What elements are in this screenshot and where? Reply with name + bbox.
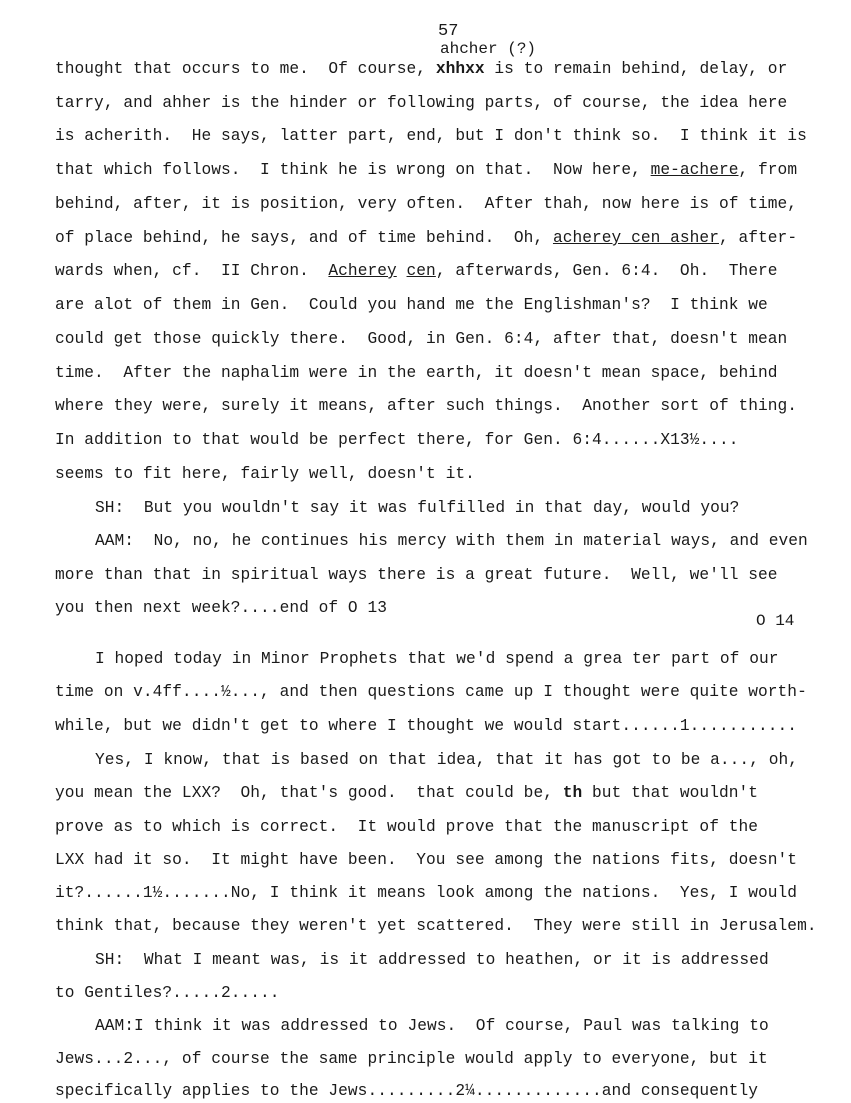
tape-marker: O 14 — [756, 612, 795, 630]
text-line: I hoped today in Minor Prophets that we'd spend a grea ter part of our — [95, 650, 779, 668]
text-line: seems to fit here, fairly well, doesn't it. — [55, 465, 475, 483]
text-line: AAM:I think it was addressed to Jews. Of course, Paul was talking to — [95, 1017, 769, 1035]
text-line: think that, because they weren't yet scattered. They were still in Jerusalem. — [55, 917, 817, 935]
text-line: you then next week?....end of O 13 — [55, 599, 387, 617]
text-line: where they were, surely it means, after such things. Another sort of thing. — [55, 397, 798, 415]
text-line: Yes, I know, that is based on that idea, that it has got to be a..., oh, — [95, 751, 799, 769]
text-line: it?......1½.......No, I think it means look among the nations. Yes, I would — [55, 884, 798, 902]
text-line: time. After the naphalim were in the earth, it doesn't mean space, behind — [55, 364, 778, 382]
text-line: while, but we didn't get to where I thought we would start......1........... — [55, 717, 798, 735]
struck-word: th — [562, 784, 583, 802]
underlined-term: acherey cen asher — [552, 229, 719, 247]
struck-word: xhhxx — [435, 60, 485, 78]
text-line: of place behind, he says, and of time behind. Oh, acherey cen asher, after- — [55, 229, 798, 247]
text-line: are alot of them in Gen. Could you hand me the Englishman's? I think we — [55, 296, 768, 314]
text-line: AAM: No, no, he continues his mercy with them in material ways, and even — [95, 532, 808, 550]
text-line: LXX had it so. It might have been. You see among the nations fits, doesn't — [55, 851, 798, 869]
text-line: SH: But you wouldn't say it was fulfilled in that day, would you? — [95, 499, 740, 517]
text-line: that which follows. I think he is wrong on that. Now here, me-achere, from — [55, 161, 798, 179]
text-line: more than that in spiritual ways there is a great future. Well, we'll see — [55, 566, 778, 584]
text-line: In addition to that would be perfect there, for Gen. 6:4......X13½.... — [55, 431, 739, 449]
text-line: time on v.4ff....½..., and then questions came up I thought were quite worth- — [55, 683, 807, 701]
underlined-term: me-achere — [650, 161, 739, 179]
text-line: to Gentiles?.....2..... — [55, 984, 280, 1002]
text-line: Jews...2..., of course the same principle would apply to everyone, but it — [55, 1050, 768, 1068]
text-line: tarry, and ahher is the hinder or following parts, of course, the idea here — [55, 94, 788, 112]
text-line: thought that occurs to me. Of course, xhhxx is to remain behind, delay, or — [55, 60, 788, 78]
margin-note: ahcher (?) — [440, 40, 537, 58]
text-line: prove as to which is correct. It would prove that the manuscript of the — [55, 818, 759, 836]
text-line: specifically applies to the Jews.........2¼.............and consequently — [55, 1082, 759, 1100]
text-line: you mean the LXX? Oh, that's good. that could be, th but that wouldn't — [55, 784, 759, 802]
text-line: is acherith. He says, latter part, end, but I don't think so. I think it is — [55, 127, 807, 145]
text-line: wards when, cf. II Chron. Acherey cen, afterwards, Gen. 6:4. Oh. There — [55, 262, 778, 280]
underlined-term: Acherey — [328, 262, 397, 280]
text-line: behind, after, it is position, very often. After thah, now here is of time, — [55, 195, 798, 213]
underlined-term: cen — [406, 262, 436, 280]
text-line: SH: What I meant was, is it addressed to heathen, or it is addressed — [95, 951, 769, 969]
text-line: could get those quickly there. Good, in Gen. 6:4, after that, doesn't mean — [55, 330, 788, 348]
page-number: 57 — [438, 22, 459, 41]
